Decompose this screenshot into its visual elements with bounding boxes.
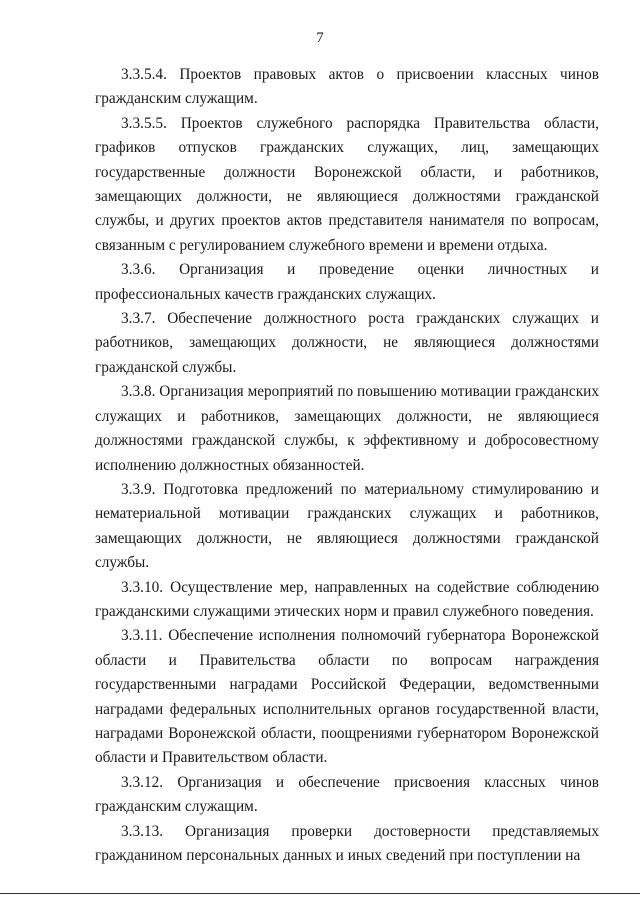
paragraph-3-3-11: 3.3.11. Обеспечение исполнения полномочий губернатора Воронежской области и Правительства области по вопросам награждения государственными наградами Российской Федерации, ведомственными наградами федеральных исполнительных органов государственной власти, наградами Воронежской области, поощрениями губернатором Воронежской области и Правительством области. xyxy=(95,627,599,767)
paragraph-3-3-12: 3.3.12. Организация и обеспечение присвоения классных чинов гражданским служащим. xyxy=(95,773,599,816)
paragraph-3-3-8: 3.3.8. Организация мероприятий по повышению мотивации гражданских служащих и работников, замещающих должности, не являющиеся должностями гражданской службы, к эффективному и добросовестному исполнению должностных обязанностей. xyxy=(95,383,599,474)
paragraph-3-3-9: 3.3.9. Подготовка предложений по материальному стимулированию и нематериальной мотивации гражданских служащих и работников, замещающих должности, не являющиеся должностями гражданской службы. xyxy=(95,480,599,572)
bottom-rule xyxy=(0,893,640,894)
paragraph-3-3-6: 3.3.6. Организация и проведение оценки личностных и профессиональных качеств гражданских служащих. xyxy=(95,261,599,303)
paragraph-3-3-13: 3.3.13. Организация проверки достоверности представляемых гражданином персональных данных и иных сведений при поступлении на xyxy=(95,822,599,864)
paragraph-3-3-10: 3.3.10. Осуществление мер, направленных на содействие соблюдению гражданскими служащими этических норм и правил служебного поведения. xyxy=(95,578,599,620)
page-number: 7 xyxy=(316,30,324,46)
paragraph-3-3-5-4: 3.3.5.4. Проектов правовых актов о присвоении классных чинов гражданским служащим. xyxy=(95,66,599,108)
document-body xyxy=(95,63,599,868)
paragraph-3-3-5-5: 3.3.5.5. Проектов служебного распорядка Правительства области, графиков отпусков гражданских служащих, лиц, замещающих государственные должности Воронежской области, и работников, замещающих должности, не являющиеся должностями гражданской службы, и других проектов актов представителя нанимателя по вопросам, связанным с регулированием служебного времени и времени отдыха. xyxy=(95,114,599,254)
paragraph-3-3-7: 3.3.7. Обеспечение должностного роста гражданских служащих и работников, замещающих должности, не являющиеся должностями гражданской службы. xyxy=(95,310,599,376)
